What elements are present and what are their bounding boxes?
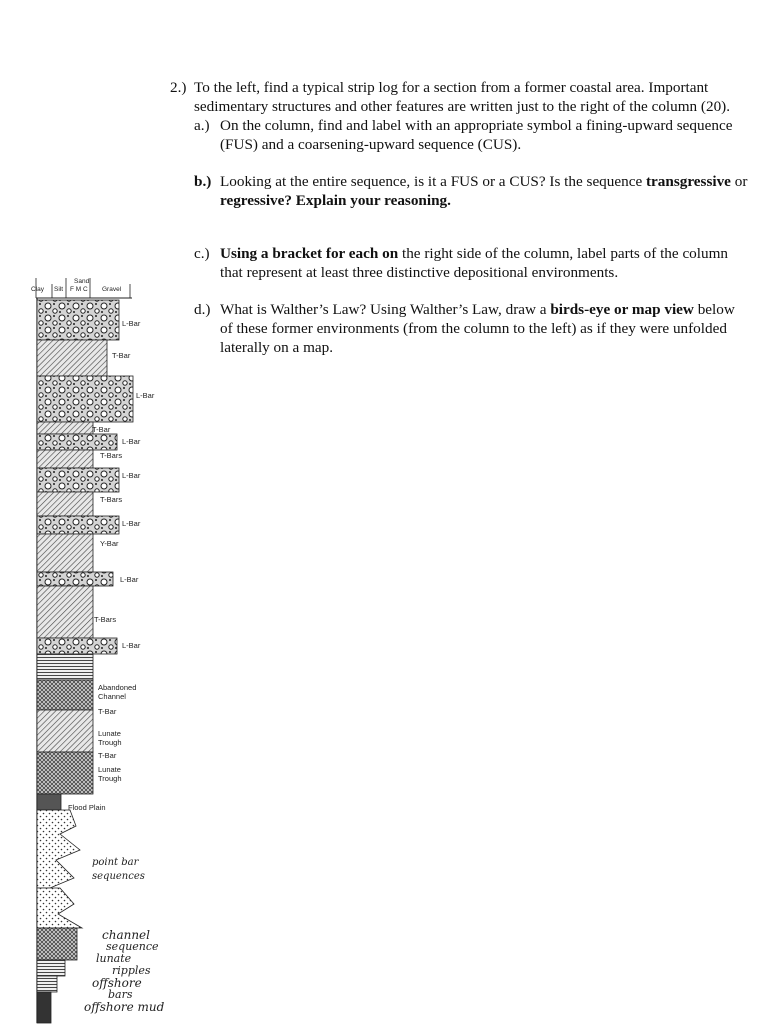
sub-c-text-1: the right side of the column, label parts of the column that represent at least three distinctive depositional environments. bbox=[220, 245, 728, 281]
layer-label: L-Bar bbox=[122, 437, 141, 446]
layer-label: T-Bar bbox=[98, 751, 117, 760]
handwritten-note: sequence bbox=[106, 940, 159, 953]
handwritten-note: ripples bbox=[112, 964, 151, 977]
sub-question-c bbox=[194, 244, 750, 282]
sub-b-text-2: or bbox=[730, 173, 748, 190]
layer-label: L-Bar bbox=[122, 641, 141, 650]
layer-label: Flood Plain bbox=[68, 803, 106, 812]
layer-label: T-Bar bbox=[98, 707, 117, 716]
handwritten-note: offshore mud bbox=[84, 1000, 165, 1014]
header-gravel: Gravel bbox=[102, 286, 122, 293]
layer-label: L-Bar bbox=[136, 391, 155, 400]
strip-log-column bbox=[30, 278, 180, 1023]
sub-d-label: d.) bbox=[194, 301, 211, 318]
header-clay: Clay bbox=[31, 286, 45, 293]
sub-b-bold-1: transgressive bbox=[645, 173, 731, 190]
layer-label: T-Bar bbox=[92, 425, 111, 434]
sub-question-a bbox=[194, 116, 750, 154]
sub-question-b bbox=[194, 172, 750, 210]
sub-b-label: b.) bbox=[194, 173, 212, 190]
header-sand-sub: F M C bbox=[70, 286, 88, 293]
question-2 bbox=[170, 78, 750, 116]
sub-b-text bbox=[220, 172, 750, 210]
layer-label: Channel bbox=[98, 692, 126, 701]
handwritten-note: offshore bbox=[92, 976, 142, 990]
sub-c-label: c.) bbox=[194, 245, 210, 262]
layer-label: T-Bars bbox=[100, 495, 123, 504]
sub-b-bold-2: regressive? Explain your reasoning. bbox=[220, 192, 451, 209]
layer-label: L-Bar bbox=[122, 471, 141, 480]
handwritten-note: sequences bbox=[92, 871, 145, 882]
sub-c-text bbox=[220, 244, 750, 282]
layer-label: Trough bbox=[98, 738, 122, 747]
sub-d-text-2: below of these former environments (from the column to the left) as if they were unfolded laterally on a map. bbox=[220, 301, 735, 356]
sub-d-bold-1: birds-eye or map view bbox=[550, 301, 694, 318]
question-number: 2.) bbox=[170, 79, 187, 96]
layer-label: T-Bars bbox=[100, 451, 123, 460]
sub-a-text: On the column, find and label with an appropriate symbol a fining-upward sequence (FUS) and a coarsening-upward sequence (CUS). bbox=[220, 117, 733, 153]
question-block bbox=[170, 78, 750, 357]
handwritten-note: lunate bbox=[96, 952, 132, 965]
layer-label: L-Bar bbox=[120, 575, 139, 584]
layer-label: Trough bbox=[98, 774, 122, 783]
sub-d-text-1: What is Walther’s Law? Using Walther’s Law, draw a bbox=[220, 301, 551, 318]
sub-c-bold-1: Using a bracket for each on bbox=[220, 245, 399, 262]
sub-a-label: a.) bbox=[194, 117, 210, 134]
header-silt: Silt bbox=[54, 286, 64, 293]
layer-label: Abandoned bbox=[98, 683, 137, 692]
layer-label: T-Bar bbox=[112, 351, 131, 360]
strip-log-layers bbox=[37, 300, 133, 1023]
handwritten-note: channel bbox=[102, 928, 150, 942]
handwritten-note: point bar bbox=[92, 857, 139, 868]
handwritten-note: bars bbox=[108, 988, 133, 1001]
sub-d-text bbox=[220, 300, 750, 357]
layer-label: T-Bars bbox=[94, 615, 117, 624]
layer-label: Lunate bbox=[98, 729, 121, 738]
layer-label: Lunate bbox=[98, 765, 121, 774]
strip-log bbox=[30, 278, 180, 1023]
layer-label: Y-Bar bbox=[100, 539, 119, 548]
question-intro: To the left, find a typical strip log for a section from a former coastal area. Important sedimentary structures and other features are written just to the right of the column (20). bbox=[194, 79, 731, 115]
sub-b-text-1: Looking at the entire sequence, is it a FUS or a CUS? Is the sequence bbox=[220, 173, 643, 190]
header-sand: Sand bbox=[74, 278, 90, 285]
sub-question-d bbox=[194, 300, 750, 357]
layer-label: L-Bar bbox=[122, 319, 141, 328]
layer-label: L-Bar bbox=[122, 519, 141, 528]
